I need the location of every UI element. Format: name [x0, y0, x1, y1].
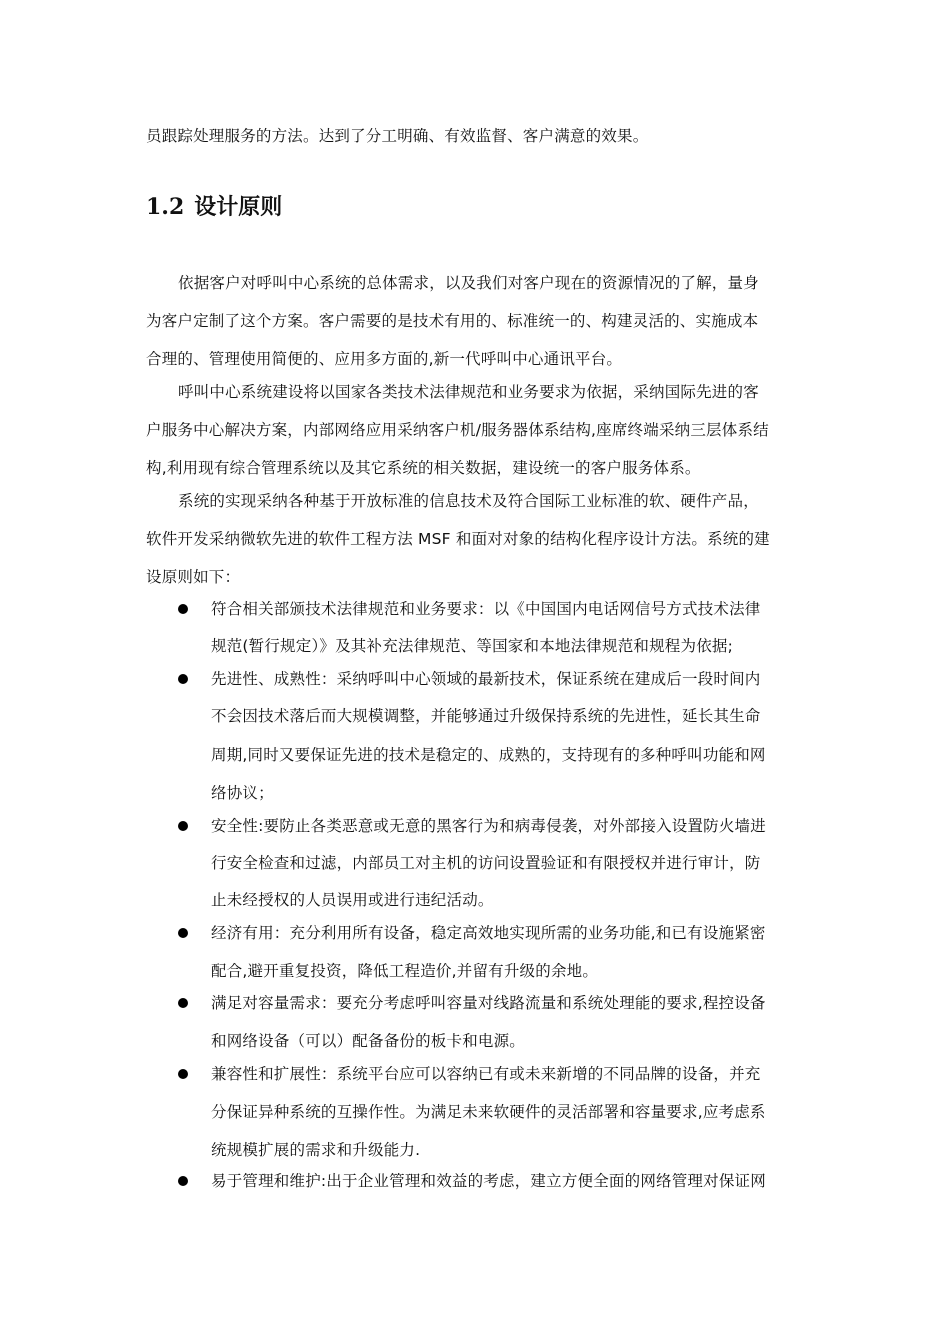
section-heading [146, 190, 282, 221]
bullet-line: 周期,同时又要保证先进的技术是稳定的、成熟的，支持现有的多种呼叫功能和网 [211, 746, 766, 764]
bullet-line: 配合,避开重复投资，降低工程造价,并留有升级的余地。 [211, 962, 599, 980]
section-number: 1.2 [146, 194, 185, 220]
bullet-dot [178, 674, 188, 684]
bullet-dot [178, 821, 188, 831]
bullet-line: 经济有用：充分利用所有设备，稳定高效地实现所需的业务功能,和已有设施紧密 [211, 924, 766, 942]
bullet-dot [178, 604, 188, 614]
bullet-line: 满足对容量需求：要充分考虑呼叫容量对线路流量和系统处理能的要求,程控设备 [211, 994, 766, 1012]
bullet-line: 易于管理和维护:出于企业管理和效益的考虑，建立方便全面的网络管理对保证网 [211, 1172, 766, 1190]
bullet-line: 行安全检查和过滤，内部员工对主机的访问设置验证和有限授权并进行审计，防 [211, 854, 761, 872]
bullet-line: 络协议； [211, 784, 274, 802]
bullet-line: 分保证异种系统的互操作性。为满足未来软硬件的灵活部署和容量要求,应考虑系 [211, 1103, 766, 1121]
intro-tail-line: 员跟踪处理服务的方法。达到了分工明确、有效监督、客户满意的效果。 [146, 127, 649, 145]
paragraph-line: 构,利用现有综合管理系统以及其它系统的相关数据，建设统一的客户服务体系。 [146, 459, 701, 477]
bullet-dot [178, 998, 188, 1008]
paragraph-line: 户服务中心解决方案，内部网络应用采纳客户机/服务器体系结构,座席终端采纳三层体系结 [146, 421, 769, 439]
paragraph-line: 依据客户对呼叫中心系统的总体需求，以及我们对客户现在的资源情况的了解，量身 [178, 274, 759, 292]
bullet-line: 规范(暂行规定）》及其补充法律规范、等国家和本地法律规范和规程为依据; [211, 637, 734, 655]
paragraph-line: 软件开发采纳微软先进的软件工程方法 MSF 和面对对象的结构化程序设计方法。系统的建 [146, 530, 770, 548]
paragraph-line: 系统的实现采纳各种基于开放标准的信息技术及符合国际工业标准的软、硬件产品， [178, 492, 759, 510]
bullet-line: 兼容性和扩展性：系统平台应可以容纳已有或未来新增的不同品牌的设备，并充 [211, 1065, 761, 1083]
paragraph-line: 合理的、管理使用简便的、应用多方面的,新一代呼叫中心通讯平台。 [146, 350, 623, 368]
bullet-line: 不会因技术落后而大规模调整，并能够通过升级保持系统的先进性，延长其生命 [211, 707, 761, 725]
bullet-line: 和网络设备（可以）配备备份的板卡和电源。 [211, 1032, 526, 1050]
bullet-line: 先进性、成熟性：采纳呼叫中心领域的最新技术，保证系统在建成后一段时间内 [211, 670, 761, 688]
section-title: 设计原则 [194, 194, 283, 220]
bullet-dot [178, 1176, 188, 1186]
paragraph-line: 为客户定制了这个方案。客户需要的是技术有用的、标准统一的、构建灵活的、实施成本 [146, 312, 759, 330]
bullet-line: 止未经授权的人员误用或进行违纪活动。 [211, 891, 494, 909]
bullet-line: 统规模扩展的需求和升级能力. [211, 1141, 421, 1159]
paragraph-line: 设原则如下： [146, 568, 241, 586]
bullet-dot [178, 928, 188, 938]
bullet-dot [178, 1069, 188, 1079]
bullet-line: 符合相关部颁技术法律规范和业务要求：以《中国国内电话网信号方式技术法律 [211, 600, 761, 618]
bullet-line: 安全性:要防止各类恶意或无意的黑客行为和病毒侵袭，对外部接入设置防火墙进 [211, 817, 766, 835]
paragraph-line: 呼叫中心系统建设将以国家各类技术法律规范和业务要求为依据，采纳国际先进的客 [178, 383, 759, 401]
